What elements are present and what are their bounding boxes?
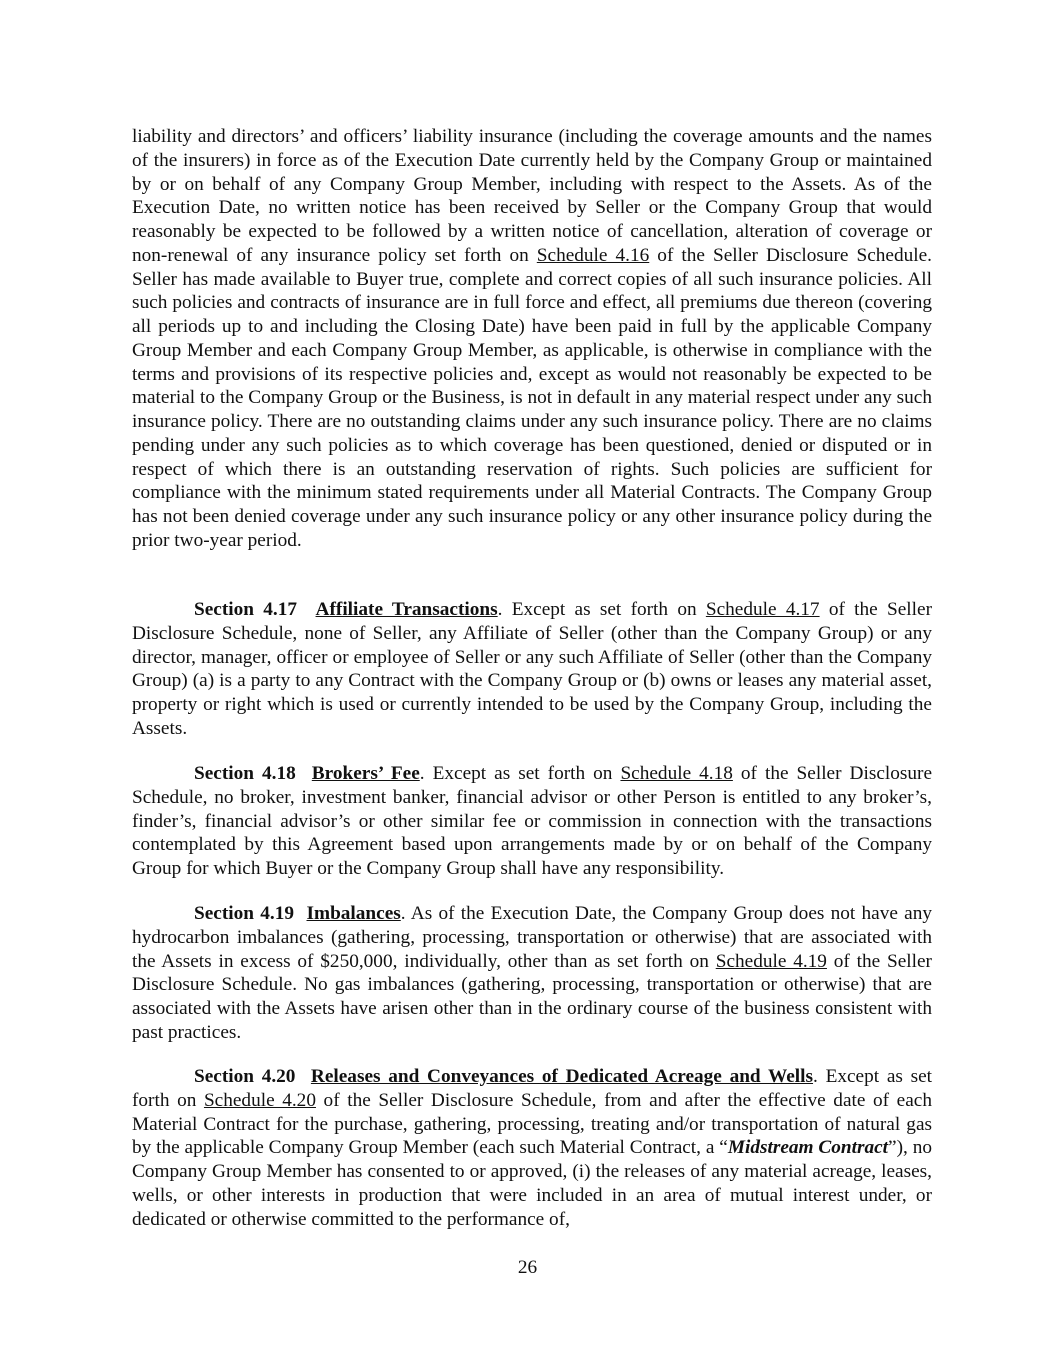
section-4-17: [132, 598, 932, 741]
schedule-4-17-reference: Schedule 4.17: [705, 599, 820, 620]
schedule-4-19-reference: Schedule 4.19: [715, 950, 827, 972]
paragraph-text: . Except as set forth on: [497, 599, 706, 620]
schedule-4-20-reference: Schedule 4.20: [203, 1089, 316, 1111]
section-4-18: [132, 762, 932, 881]
paragraph-text: of the Seller Disclosure Schedule. No gas imbalances (gathering, processing, transportation or otherwise) that are associated with the Assets have arisen other than in the ordinary course of the business consistent with past practices.: [132, 950, 932, 1043]
section-4-19: [132, 902, 932, 1045]
paragraph-text: of the Seller Disclosure Schedule. Seller has made available to Buyer true, complete and correct copies of all such insurance policies. All such policies and contracts of insurance are in full force and effect, all premiums due thereon (covering all periods up to and including the Closing Date) have been paid in full by the applicable Company Group Member and each Company Group Member, as applicable, is otherwise in compliance with the terms and provisions of its respective policies and, except as would not reasonably be expected to be material to the Company Group or the Business, is not in default in any material respect under any such insurance policy. There are no outstanding claims under any such insurance policy. There are no claims pending under any such policies as to which coverage has been questioned, denied or disputed or in respect of which there is an outstanding reservation of rights. Such policies are sufficient for compliance with the minimum stated requirements under all Material Contracts. The Company Group has not been denied coverage under any such insurance policy or any other insurance policy during the prior two-year period.: [132, 244, 932, 551]
section-title: Brokers’ Fee: [311, 763, 420, 784]
paragraph-text: of the Seller Disclosure Schedule, from and after the effective date of each Material Contract for the purchase, gathering, processing, treating and/or transportation of natural gas by the applicable Company Group Member (each such Material Contract, a “: [132, 1089, 932, 1159]
schedule-4-16-reference: Schedule 4.16: [536, 244, 650, 266]
paragraph-text: of the Seller Disclosure Schedule, no broker, investment banker, financial advisor or other Person is entitled to any broker’s, finder’s, financial advisor’s or other similar fee or commission in connection with the transactions contemplated by this Agreement based upon arrangements made by or on behalf of the Company Group for which Buyer or the Company Group shall have any responsibility.: [132, 763, 933, 879]
section-title: Imbalances: [306, 903, 401, 924]
section-title: Affiliate Transactions: [315, 599, 498, 620]
paragraph-text: . Except as set forth on: [132, 1066, 933, 1111]
page-number: 26: [517, 1257, 538, 1278]
section-number: Section 4.19: [194, 903, 294, 924]
section-number: Section 4.17: [194, 599, 297, 620]
paragraph-text: of the Seller Disclosure Schedule, none of Seller, any Affiliate of Seller (other than the Company Group) or any director, manager, officer or employee of Seller or any such Affiliate of Seller (other than the Company Group) (a) is a party to any Contract with the Company Group or (b) owns or leases any material asset, property or right which is used or currently intended to be used by the Company Group, including the Assets.: [132, 599, 932, 739]
section-4-20: [132, 1065, 932, 1231]
section-number: Section 4.18: [194, 763, 296, 784]
section-title: Releases and Conveyances of Dedicated Acreage and Wells: [310, 1066, 814, 1087]
paragraph-insurance-continued: [132, 125, 932, 553]
paragraph-text: . Except as set forth on: [419, 763, 621, 784]
section-number: Section 4.20: [194, 1066, 296, 1087]
schedule-4-18-reference: Schedule 4.18: [620, 763, 733, 784]
paragraph-text: ”), no Company Group Member has consented to or approved, (i) the releases of any material acreage, leases, wells, or other interests in production that were included in an area of mutual interest under, or dedicated or otherwise committed to the performance of,: [132, 1137, 932, 1230]
paragraph-text: liability and directors’ and officers’ liability insurance (including the coverage amounts and the names of the insurers) in force as of the Execution Date currently held by the Company Group or maintained by or on behalf of any Company Group Member, including with respect to the Assets. As of the Execution Date, no written notice has been received by Seller or the Company Group that would reasonably be expected to be followed by a written notice of cancellation, alteration of coverage or non-renewal of any insurance policy set forth on: [132, 126, 932, 266]
paragraph-text: . As of the Execution Date, the Company Group does not have any hydrocarbon imbalances (gathering, processing, transportation or otherwise) that are associated with the Assets in excess of $250,000, individually, other than as set forth on: [132, 903, 933, 972]
defined-term-midstream-contract: Midstream Contract: [727, 1137, 889, 1159]
